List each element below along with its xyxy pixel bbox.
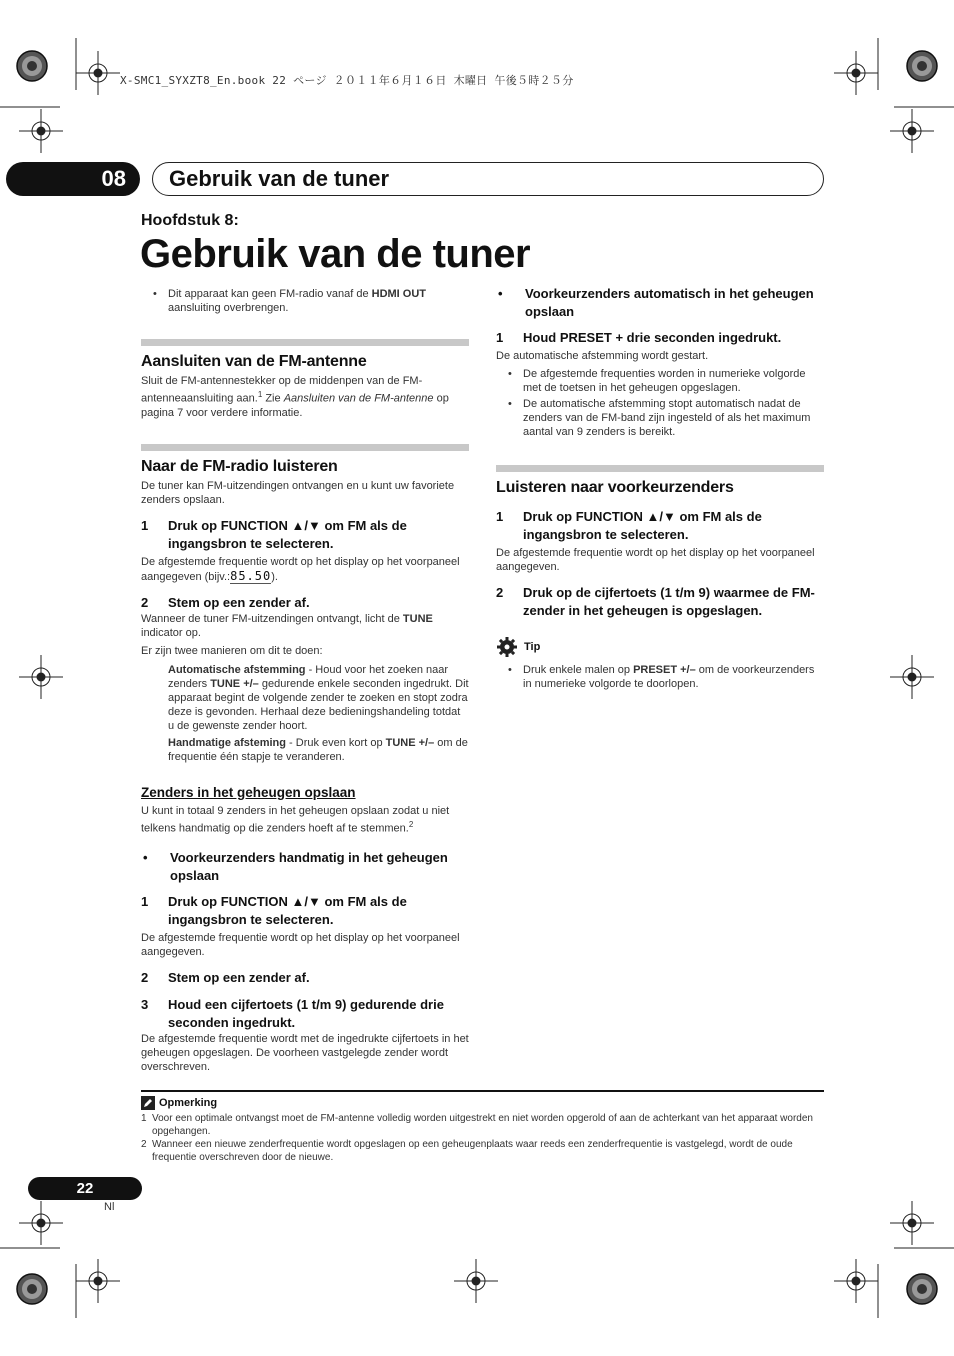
left-column	[141, 287, 469, 1074]
manual-tuning-desc: Handmatige afsteming - Druk even kort op TUNE +/– om de frequentie één stapje te veranderen.	[168, 736, 468, 763]
notes-header	[141, 1096, 824, 1110]
auto-step-1: 1 Houd PRESET + drie seconden ingedrukt.	[496, 330, 782, 345]
manual-preset-heading: • Voorkeurzenders handmatig in het geheugen opslaan	[143, 850, 448, 884]
language-code: Nl	[104, 1201, 115, 1213]
right-column	[496, 285, 824, 691]
listen-step-1-desc: De afgestemde frequentie wordt op het display op het voorpaneel aangegeven (bijv.:85.50).	[141, 555, 460, 583]
section-divider	[141, 339, 469, 346]
notes-label: Opmerking	[159, 1096, 218, 1109]
subsection-heading-memory: Zenders in het geheugen opslaan	[141, 784, 356, 800]
presets-step-2: 2 Druk op de cijfertoets (1 t/m 9) waarmee de FM-zender in het geheugen is opgeslagen.	[496, 585, 815, 618]
page-number: 22	[28, 1177, 142, 1200]
section-heading-listen: Naar de FM-radio luisteren	[141, 457, 338, 475]
footnote-rule	[141, 1090, 824, 1092]
chapter-title: Gebruik van de tuner	[169, 166, 390, 191]
section-heading-antenna: Aansluiten van de FM-antenne	[141, 353, 367, 370]
pencil-note-icon	[141, 1096, 155, 1110]
section-heading-presets: Luisteren naar voorkeurzenders	[496, 479, 734, 496]
memory-step-3-desc: De afgestemde frequentie wordt met de ingedrukte cijfertoets in het geheugen opgeslagen. De voorheen vastgelegde zender wordt overschreven.	[141, 1033, 469, 1074]
tip-label: Tip	[524, 641, 541, 653]
listen-step-1: 1 Druk op FUNCTION ▲/▼ om FM als de ingangsbron te selecteren.	[141, 517, 407, 551]
antenna-text: Sluit de FM-antennestekker op de middenpen van de FM-antenneaansluiting aan.$^1$ Zie Aansluiten van de FM-antenne op pagina 7 voor verdere informatie.	[141, 375, 449, 419]
tip-box	[496, 636, 824, 658]
memory-step-1-desc: De afgestemde frequentie wordt op het display op het voorpaneel aangegeven.	[141, 932, 460, 959]
intro-note: • Dit apparaat kan geen FM-radio vanaf de HDMI OUT aansluiting overbrengen.	[141, 287, 469, 315]
listen-step-2-desc: Wanneer de tuner FM-uitzendingen ontvangt, licht de TUNE indicator op.	[141, 612, 433, 639]
auto-bullet: • De afgestemde frequenties worden in numerieke volgorde met de toetsen in het geheugen opgeslagen.	[496, 367, 824, 395]
footnote-item: 1 Voor een optimale ontvangst moet de FM-antenne volledig worden uitgestrekt en niet worden opgerold of aan de achterkant van het apparaat worden opgehangen.	[141, 1113, 813, 1137]
section-divider	[141, 444, 469, 451]
auto-preset-heading: • Voorkeurzenders automatisch in het geheugen opslaan	[498, 286, 814, 319]
chapter-label: Hoofdstuk 8:	[141, 212, 239, 229]
tip-text: • Druk enkele malen op PRESET +/– om de voorkeurzenders in numerieke volgorde te doorlopen.	[496, 663, 824, 691]
auto-bullet: • De automatische afstemming stopt automatisch nadat de zenders van de FM-band zijn ingesteld of als het maximum aantal van 9 zenders is bereikt.	[496, 397, 824, 439]
lcd-display-value: 85.50	[230, 568, 272, 583]
footnotes	[141, 1090, 824, 1164]
listen-step-2: 2 Stem op een zender af.	[141, 594, 310, 610]
listen-intro: De tuner kan FM-uitzendingen ontvangen en u kunt uw favoriete zenders opslaan.	[141, 479, 455, 506]
memory-intro: U kunt in totaal 9 zenders in het geheugen opslaan zodat u niet telkens handmatig op die zenders hoeft af te stemmen.$^2$	[141, 804, 450, 835]
memory-step-2: 2 Stem op een zender af.	[141, 970, 310, 986]
file-info-line: X-SMC1_SYXZT8_En.book 22 ページ ２０１１年６月１６日 木曜日 午後５時２５分	[120, 74, 574, 87]
memory-step-1: 1 Druk op FUNCTION ▲/▼ om FM als de ingangsbron te selecteren.	[141, 894, 407, 928]
memory-step-3: 3 Houd een cijfertoets (1 t/m 9) gedurende drie seconden ingedrukt.	[141, 997, 444, 1031]
tuning-ways: Er zijn twee manieren om dit te doen:	[141, 644, 323, 657]
section-divider	[496, 465, 824, 472]
chapter-title-bar	[152, 162, 824, 196]
page-title: Gebruik van de tuner	[140, 232, 531, 276]
auto-tuning-desc: Automatische afstemming - Houd voor het zoeken naar zenders TUNE +/– gedurende enkele seconden ingedrukt. Dit apparaat begint de volgende zender te zoeken en stopt zodra deze is gevonden. Herhaal deze bedieningshandeling totdat u de gewenste zender hoort.	[168, 663, 469, 732]
auto-step-1-desc: De automatische afstemming wordt gestart.	[496, 350, 709, 362]
presets-step-1-desc: De afgestemde frequentie wordt op het display op het voorpaneel aangegeven.	[496, 547, 815, 573]
footnote-item: 2 Wanneer een nieuwe zenderfrequentie wordt opgeslagen op een geheugenplaats waar reeds een zenderfrequentie is vastgelegd, wordt de oude frequentie overschreven door de nieuwe.	[141, 1139, 793, 1163]
tip-gear-icon	[496, 636, 518, 658]
chapter-number-tab: 08	[6, 162, 140, 196]
presets-step-1: 1 Druk op FUNCTION ▲/▼ om FM als de ingangsbron te selecteren.	[496, 509, 762, 542]
